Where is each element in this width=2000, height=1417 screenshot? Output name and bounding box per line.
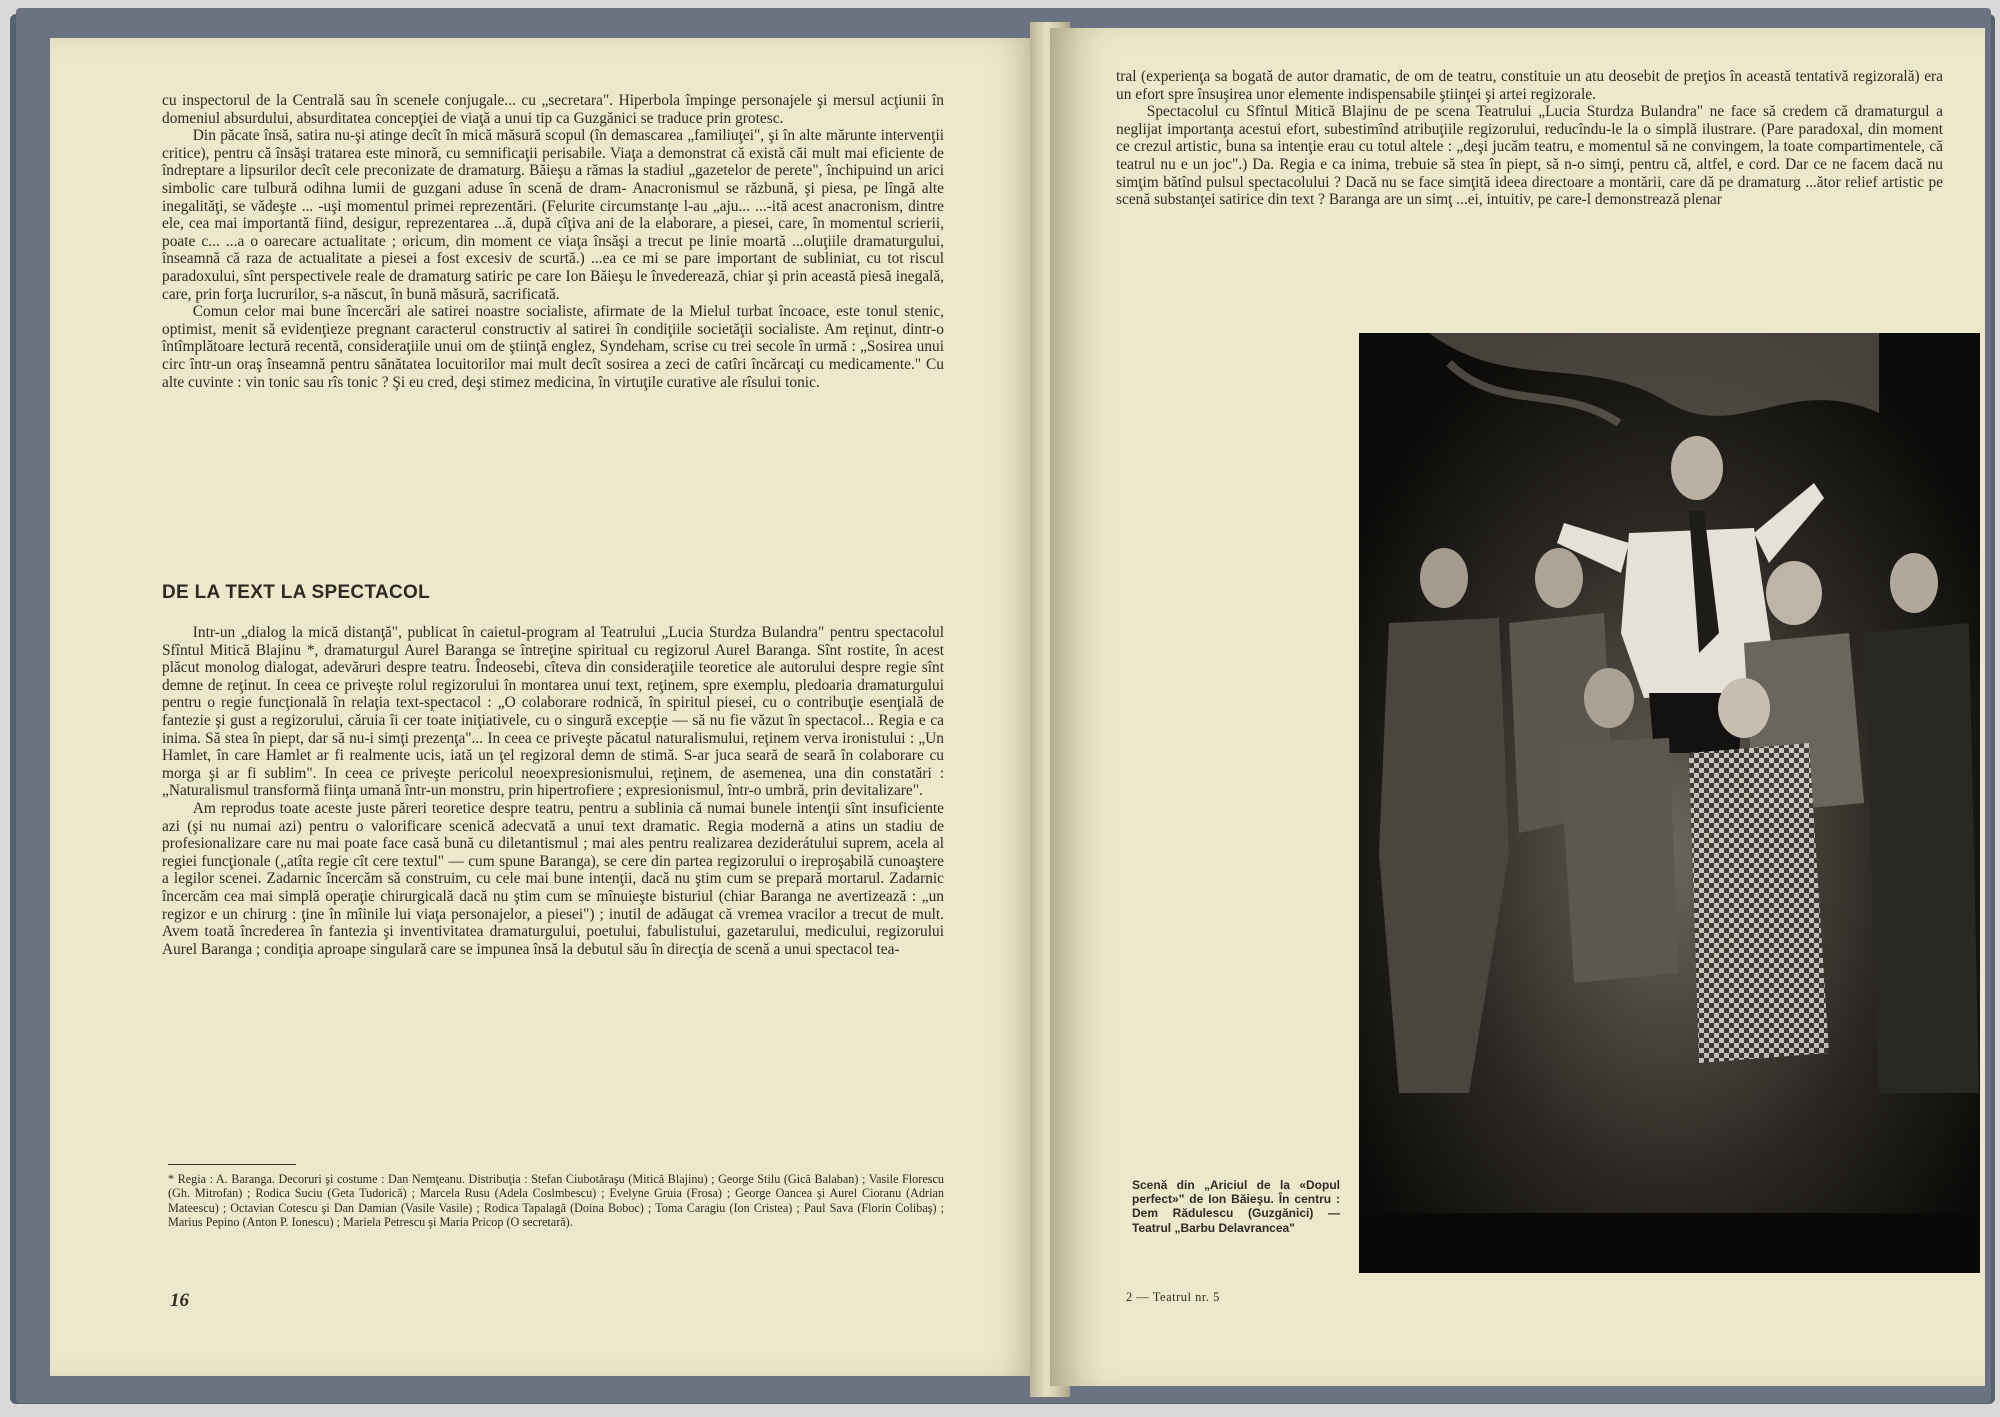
paragraph: Comun celor mai bune încercări ale satirei noastre socialiste, afirmate de la Mielul turbat încoace, este tonul stenic, optimist, menit să evidenţieze pregnant caracterul constructiv al satirei în condiţiile societăţii socialiste. Am reţinut, dintr-o întîmplătoare lectură recentă, consideraţiile unui om de ştiinţă englez, Syndeham, scrise cu trei secole în urmă : „Sosirea unui circ într-un oraş înseamnă pentru sănătatea locuitorilor mai mult decît sosirea a zeci de catîri încărcaţi cu medicamente." Cu alte cuvinte : vin tonic sau rîs tonic ? Şi eu cred, deşi stimez medicina, în virtuţile curative ale rîsului tonic.	[162, 303, 944, 391]
right-page	[1050, 28, 1985, 1386]
paragraph: Spectacolul cu Sfîntul Mitică Blajinu de pe scena Teatrului „Lucia Sturdza Bulandra" ne face să credem că dramaturgul a neglijat importanţa acestui efort, subestimînd atribuţiile regizorului, reducîndu-le la o simplă ilustrare. (Pare paradoxal, din moment ce crezul artistic, buna sa intenţie erau cu totul altele : „deşi jucăm teatru, e momentul să ne convingem, la toate compartimentele, că teatrul nu e un joc".) Da. Regia e ca inima, trebuie să stea în piept, să n-o simţi, pentru că, altfel, e cord. Dar ce ne facem dacă nu simţim bătînd pulsul spectacolului ? Dacă nu se face simţită ideea directoare a montării, care dă pe dramaturg ...ător relief artistic pe scenă substanţei satirice din text ? Baranga are un simţ ...ei, intuitiv, pe care-l demonstrează plenar	[1116, 103, 1943, 209]
footnote-rule	[168, 1164, 296, 1165]
paragraph: Am reprodus toate aceste juste păreri teoretice despre teatru, pentru a sublinia că numai bunele intenţii sînt insuficiente azi (şi nu numai azi) pentru o valorificare scenică adecvată a unui text dramatic. Regia modernă a atins un stadiu de profesionalizare care nu mai poate face casă bună cu diletantismul ; mai ales pentru realizarea deziderátului suprem, acela al regiei funcţionale („atîta regie cît cere textul" — cum spune Baranga), se cere din partea regizorului o ireproşabilă cunoaştere a legilor scenei. Zadarnic încercăm să construim, cu cele mai bune intenţii, dacă nu ştim cum se prepară mortarul. Zadarnic încercăm cea mai simplă operaţie chirurgicală dacă nu ştim cum se mînuieşte bisturiul (chiar Baranga ne avertizează : „un regizor e un chirurg : ţine în mîinile lui viaţa personajelor, a piesei") ; inutil de adăugat că vremea vracilor a trecut de mult. Avem toată încrederea în fantezia şi inventivitatea dramaturgului, poetului, fabulistului, gazetarului, medicului, regizorului Aurel Baranga ; condiţia aproape singulară care se impunea însă la debutul său în direcţia de scenă a unui spectacol tea-	[162, 799, 944, 958]
paragraph: Din păcate însă, satira nu-şi atinge decît în mică măsură scopul (în demascarea „familiuţei", şi în alte mărunte intervenţii critice), pentru că însăşi tratarea este minoră, cu semnificaţii perisabile. Viaţa a demonstrat că există căi mult mai eficiente de îndreptare a lipsurilor decît cele preconizate de dramaturg. Băieşu a rămas la stadiul „gazetelor de perete", închipuind un arici simbolic care tulbură odihna lumii de guzgani aduse în scenă de dram- Anacronismul se răzbună, şi piesa, pe lîngă alte inegalităţi, se vădeşte ... -uşi momentul primei reprezentări. (Felurite circumstanţe l-au „aju... ...-ită acest anacronism, dintre ele, cea mai importantă fiind, desigur, reprezentarea ...ă, după cîţiva ani de la elaborare, a piesei, care, în momentul scrierii, poate c... ...a o oarecare actualitate ; oricum, din moment ce viaţa însăşi a trecut pe linie moartă ...oluţiile dramaturgului, înseamnă că raza de actualitate a piesei a fost excesiv de scurtă.) ...ea ce mi se pare important de subliniat, cu tot riscul paradoxului, sînt perspectivele reale de dramaturg satiric pe care Ion Băieşu le învederează, chiar şi prin această piesă inegală, care, prin forţa lucrurilor, s-a născut, în bună măsură, sacrificată.	[162, 127, 944, 303]
left-page	[50, 38, 1040, 1376]
footnote: * Regia : A. Baranga. Decoruri şi costume : Dan Nemţeanu. Distribuţia : Stefan Ciubotăraşu (Mitică Blajinu) ; George Stilu (Gică Balaban) ; Vasile Florescu (Gh. Mitrofan) ; Rodica Suciu (Geta Tudorică) ; Marcela Rusu (Adela Coslmbescu) ; Evelyne Gruia (Frosa) ; George Oancea şi Aurel Cioranu (Adrian Mateescu) ; Octavian Cotescu şi Dan Damian (Vasile Vasile) ; Rodica Tapalagă (Doina Boboc) ; Toma Caragiu (Ion Cristea) ; Paul Sava (Florin Colibaş) ; Marius Pepino (Anton P. Ionescu) ; Mariela Petrescu şi Maria Pricop (O secretară).	[168, 1172, 944, 1229]
paragraph: Intr-un „dialog la mică distanţă", publicat în caietul-program al Teatrului „Lucia Sturdza Bulandra" pentru spectacolul Sfîntul Mitică Blajinu *, dramaturgul Aurel Baranga se întreţine spiritual cu regizorul Aurel Baranga. Sînt rostite, în acest plăcut monolog dialogat, adevăruri despre teatru. Îndeosebi, cîteva din consideraţiile teoretice ale autorului despre regie sînt demne de reţinut. In ceea ce priveşte rolul regizorului în montarea unui text, reţinem, spre exemplu, pledoaria dramaturgului pentru o regie funcţională în relaţia text-spectacol : „O colaborare rodnică, în spiritul piesei, cu o contribuţie esenţială de fantezie şi gust a regizorului, căruia îi cer toate iniţiativele, cu o singură excepţie — să nu fie văzut în spectacol... Regia e ca inima. Să stea în piept, dar să nu-i simţi prezenţa"... In ceea ce priveşte păcatul naturalismului, reţinem verva ironistului : „Un Hamlet, în care Hamlet ar fi realmente ucis, iată un ţel regizoral demn de stimă. S-ar juca seară de seară în colaborare cu morga şi ar fi sublim". In ceea ce priveşte pericolul neoexpresionismului, reţinem, de asemenea, una din constatări : „Naturalismul transformă fiinţa umană într-un monstru, prin hipertrofiere ; expresionismul, într-o umbră, prin devitalizare".	[162, 624, 944, 800]
photo-illustration	[1359, 333, 1980, 1273]
right-column	[1116, 68, 1943, 209]
theatre-photo	[1359, 333, 1980, 1273]
left-column-top	[162, 92, 944, 391]
section-heading: DE LA TEXT LA SPECTACOL	[162, 582, 430, 603]
page-number-right: 2 — Teatrul nr. 5	[1126, 1290, 1220, 1304]
photo-caption: Scenă din „Ariciul de la «Dopul perfect»" de Ion Băieşu. În centru : Dem Rădulescu (Guzgănici) — Teatrul „Barbu Delavrancea"	[1132, 1178, 1340, 1235]
page-number-left: 16	[170, 1290, 189, 1311]
paragraph: cu inspectorul de la Centrală sau în scenele conjugale... cu „secretara". Hiperbola împinge personajele şi mersul acţiunii în domeniul absurdului, absurditatea concepţiei de viaţă a unui tip ca Guzgănici se traduce prin grotesc.	[162, 92, 944, 127]
paragraph: tral (experienţa sa bogată de autor dramatic, de om de teatru, constituie un atu deosebit de preţios în această tentativă regizorală) era un efort spre însuşirea unor elemente indispensabile ştiinţei şi artei regizorale.	[1116, 68, 1943, 103]
left-column-bottom	[162, 624, 944, 958]
